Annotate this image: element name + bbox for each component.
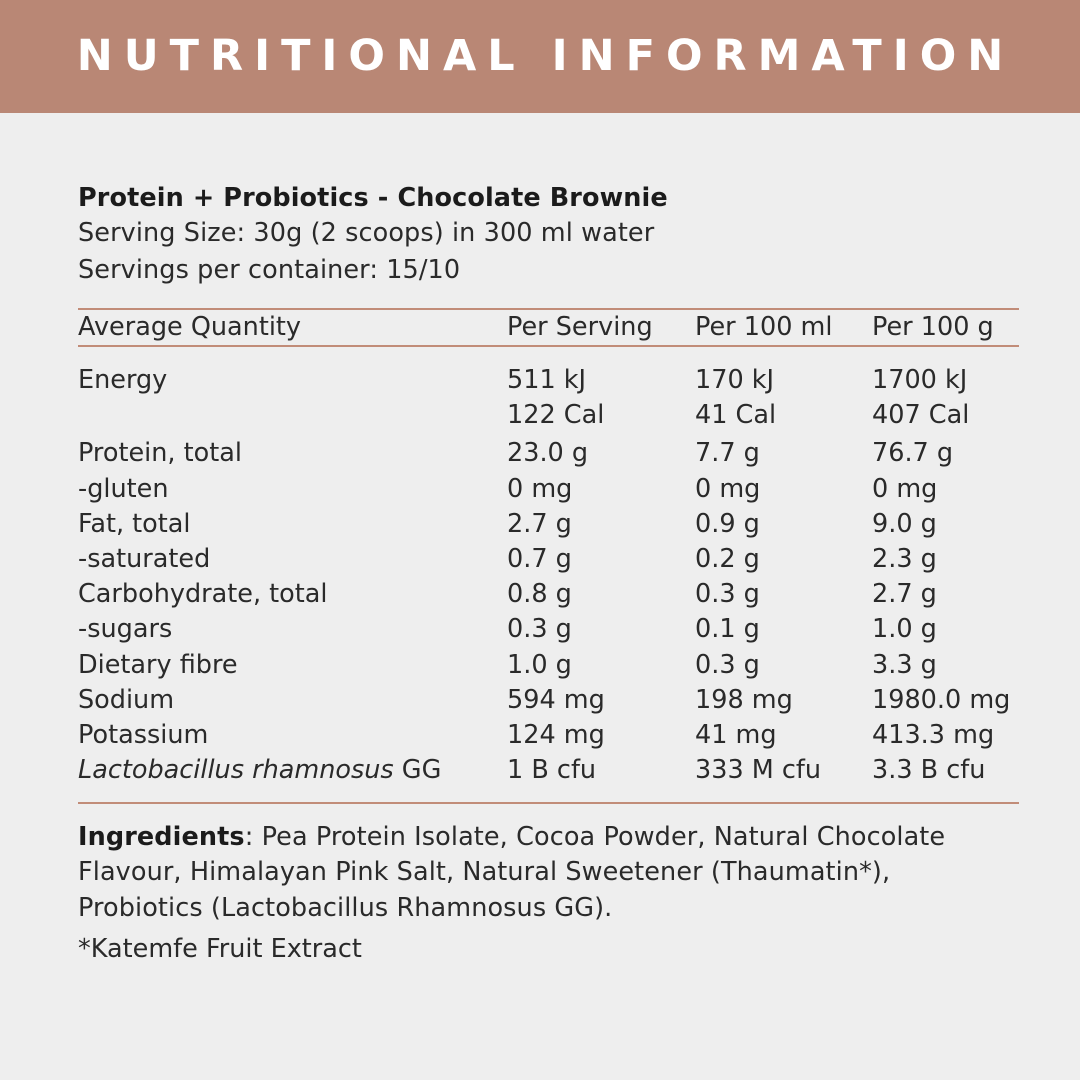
row-per-serving: 594 mg (507, 684, 605, 715)
servings-per-container: Servings per container: 15/10 (78, 254, 461, 285)
row-per-100g: 2.3 g (872, 543, 937, 574)
row-per-100ml: 0.1 g (695, 614, 760, 645)
row-label: -gluten (78, 473, 169, 504)
row-per-100ml: 0.9 g (695, 508, 760, 539)
content (0, 113, 1080, 967)
serving-size: Serving Size: 30g (2 scoops) in 300 ml water (78, 218, 655, 249)
row-label: Sodium (78, 684, 175, 715)
row-per-100g: 3.3 B cfu (872, 755, 986, 786)
table-row (78, 612, 1019, 647)
row-per-100ml: 41 mg (695, 719, 777, 750)
row-per-100g: 1.0 g (872, 614, 937, 645)
row-per-100ml: 0.2 g (695, 543, 760, 574)
row-per-100g: 3.3 g (872, 649, 937, 680)
row-per-100g: 9.0 g (872, 508, 937, 539)
row-per-100g: 413.3 mg (872, 719, 995, 750)
banner (0, 0, 1080, 113)
row-per-serving: 1 B cfu (507, 755, 597, 786)
row-label-italic: Lactobacillus rhamnosus (78, 755, 394, 786)
row-label: Dietary fibre (78, 649, 238, 680)
table-row (78, 507, 1019, 542)
row-per-100ml: 170 kJ (695, 365, 775, 396)
table-row (78, 683, 1019, 718)
banner-title: NUTRITIONAL INFORMATION (76, 31, 1015, 81)
row-per-serving: 124 mg (507, 719, 605, 750)
row-per-100g: 407 Cal (872, 400, 970, 431)
row-per-serving: 0.8 g (507, 579, 572, 610)
row-label (78, 398, 507, 436)
table-row (78, 542, 1019, 577)
row-per-serving: 23.0 g (507, 438, 589, 469)
row-label-suffix: GG (393, 755, 442, 786)
table-row (78, 398, 1019, 436)
nutrition-table (78, 308, 1019, 788)
product-name: Protein + Probiotics - Chocolate Brownie (78, 183, 668, 213)
row-per-serving: 122 Cal (507, 400, 605, 431)
row-per-serving: 1.0 g (507, 649, 572, 680)
table-row (78, 436, 1019, 471)
table-row (78, 577, 1019, 612)
table-bottom-rule (78, 802, 1019, 804)
table-header-row (78, 309, 1019, 346)
row-label: -saturated (78, 543, 211, 574)
table-row (78, 346, 1019, 398)
table-row (78, 648, 1019, 683)
row-per-100ml: 0 mg (695, 473, 761, 504)
ingredients-separator: : (244, 822, 262, 853)
ingredients-label: Ingredients (78, 822, 245, 853)
row-per-100ml: 0.3 g (695, 579, 760, 610)
row-per-100ml: 0.3 g (695, 649, 760, 680)
row-label: Potassium (78, 719, 209, 750)
ingredients-text: Pea Protein Isolate, Cocoa Powder, Natural Chocolate Flavour, Himalayan Pink Salt, Natural Sweetener (Thaumatin*), Probiotics (Lactobacillus Rhamnosus GG). (78, 822, 946, 923)
row-per-serving: 2.7 g (507, 508, 572, 539)
row-per-serving: 0.3 g (507, 614, 572, 645)
ingredients-footnote: *Katemfe Fruit Extract (78, 933, 362, 964)
row-per-100ml: 333 M cfu (695, 755, 822, 786)
row-per-serving: 0.7 g (507, 543, 572, 574)
table-row (78, 472, 1019, 507)
row-per-100ml: 7.7 g (695, 438, 760, 469)
row-label (78, 753, 507, 788)
row-per-100g: 76.7 g (872, 438, 954, 469)
row-label: Protein, total (78, 438, 242, 469)
row-per-100g: 1700 kJ (872, 365, 968, 396)
row-per-100g: 0 mg (872, 473, 938, 504)
table-row (78, 753, 1019, 788)
row-per-serving: 511 kJ (507, 365, 587, 396)
row-per-serving: 0 mg (507, 473, 573, 504)
row-per-100g: 2.7 g (872, 579, 937, 610)
table-body (78, 346, 1019, 788)
row-per-100g: 1980.0 mg (872, 684, 1011, 715)
row-per-100ml: 41 Cal (695, 400, 777, 431)
ingredients-block (78, 820, 1019, 926)
row-label: Fat, total (78, 508, 191, 539)
row-label: Energy (78, 365, 168, 396)
table-head (78, 309, 1019, 346)
table-row (78, 718, 1019, 753)
row-per-100ml: 198 mg (695, 684, 793, 715)
header-per-100ml: Per 100 ml (695, 309, 872, 346)
header-average-quantity: Average Quantity (78, 309, 507, 346)
product-header (78, 181, 1020, 288)
row-label: -sugars (78, 614, 173, 645)
row-label: Carbohydrate, total (78, 579, 328, 610)
header-per-serving: Per Serving (507, 309, 695, 346)
header-per-100g: Per 100 g (872, 309, 1019, 346)
